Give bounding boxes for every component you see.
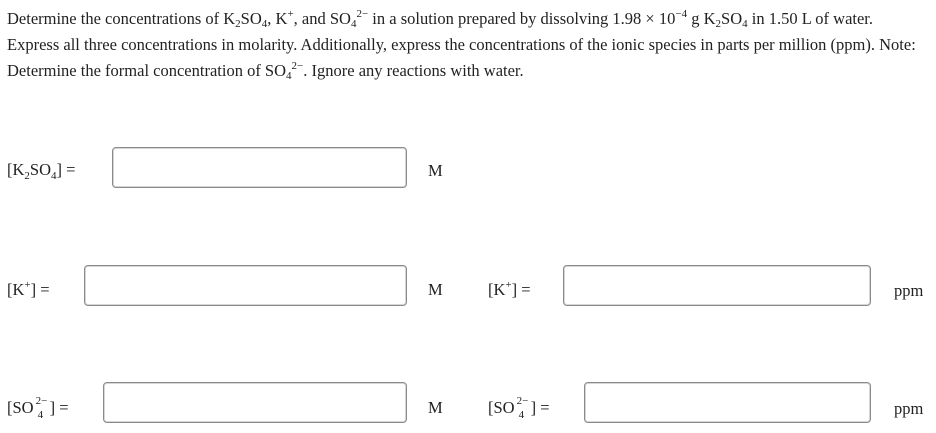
sulfate-ppm-unit: ppm bbox=[894, 399, 924, 418]
k2so4-molarity-unit: M bbox=[428, 161, 443, 180]
sulfate-molarity-label: [SO 2− 4 ] = bbox=[7, 395, 69, 421]
k2so4-molarity-input[interactable] bbox=[112, 147, 407, 188]
sulfate-molarity-unit: M bbox=[428, 398, 443, 417]
question-text: Determine the concentrations of $K_2SO_4$, K+, and $SO_4^{2-}$ in a solution prepared by dissolving $1.98 \times 10^{-4}$ g $K_2SO_4$ in 1.50 L of water. Express all three concentrations in molarity. Additionally, express the concentrations of the ionic species in parts per million (ppm). Note: Determine the formal concentration of $SO_4^{2-}$. Ignore any reactions with water. bbox=[7, 8, 916, 82]
sulfate-ppm-input[interactable] bbox=[584, 382, 871, 423]
k-ion-ppm-label: [K+] = bbox=[488, 279, 531, 299]
k-ion-molarity-input[interactable] bbox=[84, 265, 407, 306]
k-ion-molarity-unit: M bbox=[428, 280, 443, 299]
k-ion-ppm-input[interactable] bbox=[563, 265, 871, 306]
sulfate-molarity-input[interactable] bbox=[103, 382, 407, 423]
k2so4-concentration-label: $[K_2SO_4]$ = bbox=[7, 160, 76, 182]
k-ion-ppm-unit: ppm bbox=[894, 281, 924, 300]
k-ion-molarity-label: [K+] = bbox=[7, 279, 50, 299]
sulfate-ppm-label: [SO 2− 4 ] = bbox=[488, 395, 550, 421]
